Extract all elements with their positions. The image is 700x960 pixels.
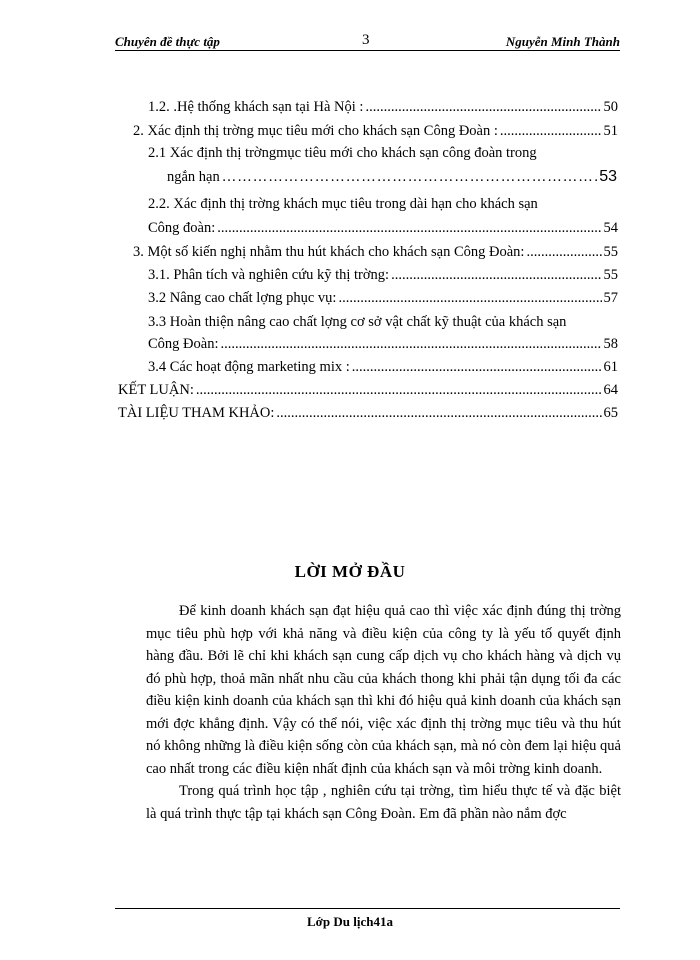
toc-leader bbox=[338, 288, 601, 308]
header-title: Chuyên đề thực tập bbox=[115, 34, 220, 49]
toc-entry-text[interactable]: 2.2. Xác định thị trờng khách mục tiêu trong dài hạn cho khách sạn bbox=[148, 196, 538, 212]
toc-page: 64 bbox=[603, 382, 618, 398]
toc-page: 57 bbox=[603, 290, 618, 306]
toc-leader bbox=[222, 167, 597, 187]
toc-page: 54 bbox=[603, 220, 618, 236]
body-text bbox=[146, 600, 621, 825]
toc-entry[interactable] bbox=[148, 334, 618, 354]
toc-page: 58 bbox=[603, 336, 618, 352]
toc-entry-text: Công Đoàn: bbox=[148, 336, 219, 352]
toc-entry-text[interactable]: 2.1 Xác định thị trờngmục tiêu mới cho khách sạn công đoàn trong bbox=[148, 145, 537, 161]
toc-leader bbox=[276, 403, 601, 423]
toc-entry[interactable] bbox=[148, 357, 618, 377]
toc-leader bbox=[196, 380, 602, 400]
section-title: LỜI MỞ ĐẦU bbox=[294, 562, 406, 581]
toc-entry[interactable] bbox=[148, 288, 618, 308]
toc-entry[interactable] bbox=[167, 167, 617, 187]
toc-entry-text: TÀI LIỆU THAM KHẢO: bbox=[118, 405, 275, 421]
toc-leader bbox=[365, 97, 601, 117]
toc-entry-text: 3. Một số kiến nghị nhằm thu hút khách cho khách sạn Công Đoàn: bbox=[133, 244, 525, 260]
toc-entry[interactable] bbox=[118, 403, 618, 423]
toc-entry-text: 3.2 Nâng cao chất lợng phục vụ: bbox=[148, 290, 337, 306]
paragraph: Để kinh doanh khách sạn đạt hiệu quả cao thì việc xác định đúng thị trờng mục tiêu phù hợp với khả năng và điều kiện của công ty là yếu tố quyết định hàng đầu. Bởi lẽ chỉ khi khách sạn cung cấp dịch vụ cho khách hàng và dịch vụ đó phù hợp, thoả mãn nhất nhu cầu của khách thong khi phải tận dụng tối đa các điều kiện kinh doanh của khách sạn thì khi đó hiệu quả kinh doanh của khách sạn mới đợc khẳng định. Vậy có thể nói, việc xác định thị trờng mục tiêu và thu hút nó không những là điều kiện sống còn của khách sạn, mà nó còn đem lại hiệu quả cao nhất trong các điều kiện nhất định của khách sạn và môi trờng kinh doanh. bbox=[146, 603, 621, 777]
toc-page: 50 bbox=[603, 99, 618, 115]
toc-entry-text: 2. Xác định thị trờng mục tiêu mới cho khách sạn Công Đoàn : bbox=[133, 123, 498, 139]
toc-leader bbox=[526, 242, 601, 262]
toc-leader bbox=[391, 265, 601, 285]
page-footer: Lớp Du lịch41a bbox=[307, 914, 393, 929]
toc-entry[interactable] bbox=[133, 242, 618, 262]
toc-entry[interactable] bbox=[118, 380, 618, 400]
header-author: Nguyễn Minh Thành bbox=[505, 34, 620, 49]
toc-page: 61 bbox=[603, 359, 618, 375]
toc-entry[interactable] bbox=[148, 97, 618, 117]
toc-leader bbox=[500, 121, 602, 141]
toc-entry-text: 3.4 Các hoạt động marketing mix : bbox=[148, 359, 350, 375]
toc-entry[interactable] bbox=[148, 218, 618, 238]
page-header bbox=[115, 28, 620, 51]
toc-page: 55 bbox=[603, 267, 618, 283]
toc-leader bbox=[217, 218, 601, 238]
toc-entry-text: 1.2. .Hệ thống khách sạn tại Hà Nội : bbox=[148, 99, 364, 115]
toc-leader bbox=[220, 334, 601, 354]
paragraph: Trong quá trình học tập , nghiên cứu tại trờng, tìm hiểu thực tế và đặc biệt là quá trình thực tập tại khách sạn Công Đoàn. Em đã phần nào nắm đợc bbox=[146, 783, 621, 822]
toc-entry-text: ngắn hạn bbox=[167, 169, 220, 185]
toc-page: 55 bbox=[603, 244, 618, 260]
toc-entry-text: Công đoàn: bbox=[148, 220, 216, 236]
toc-page: 53 bbox=[599, 168, 617, 185]
toc-leader bbox=[352, 357, 602, 377]
page-number: 3 bbox=[362, 32, 370, 48]
toc-page: 65 bbox=[603, 405, 618, 421]
toc-entry[interactable] bbox=[133, 121, 618, 141]
footer-divider bbox=[115, 908, 620, 909]
toc-page: 51 bbox=[603, 123, 618, 139]
toc-entry-text: 3.1. Phân tích và nghiên cứu kỹ thị trờng: bbox=[148, 267, 390, 283]
toc-entry-text: KẾT LUẬN: bbox=[118, 382, 194, 398]
toc-entry[interactable] bbox=[148, 265, 618, 285]
toc-entry-text[interactable]: 3.3 Hoàn thiện nâng cao chất lợng cơ sở vật chất kỹ thuật của khách sạn bbox=[148, 314, 567, 330]
